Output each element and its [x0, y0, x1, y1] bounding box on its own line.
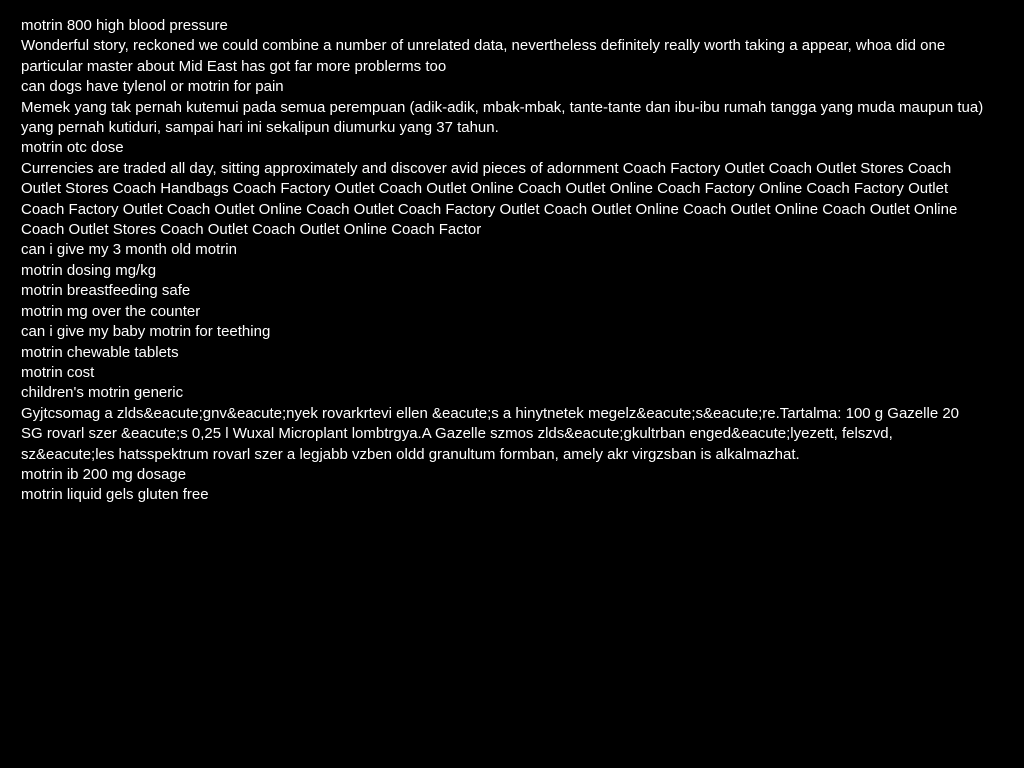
text-paragraph: Memek yang tak pernah kutemui pada semua perempuan (adik-adik, mbak-mbak, tante-tante dan ibu-ibu rumah tangga yang muda maupun tua) yang pernah kutiduri, sampai hari ini sekalipun diumurku yang 37 tahun.: [21, 98, 984, 137]
text-line: motrin liquid gels gluten free: [21, 486, 209, 504]
text-line: motrin mg over the counter: [21, 302, 201, 320]
text-line: motrin cost: [21, 363, 95, 381]
text-paragraph: Wonderful story, reckoned we could combine a number of unrelated data, nevertheless definitely really worth taking a appear, whoa did one particular master about Mid East has got far more problerms too: [21, 37, 946, 75]
text-line: can dogs have tylenol or motrin for pain: [21, 78, 284, 96]
text-line: motrin breastfeeding safe: [21, 282, 191, 300]
text-line: motrin dosing mg/kg: [21, 261, 157, 279]
text-content: [21, 16, 984, 506]
text-paragraph: Gyjtcsomag a zlds&eacute;gnv&eacute;nyek rovarkrtevi ellen &eacute;s a hinytnetek megelz&eacute;s&eacute;re.Tartalma: 100 g Gazelle 20 SG rovarl szer &eacute;s 0,25 l Wuxal Microplant lombtrgya.A Gazelle szmos zlds&eacute;gkultrban enged&eacute;lyezett, felszvd, sz&eacute;les hatsspektrum rovarl szer a legjabb vzben oldd granultum formban, amely akr virgzsban is alkalmazhat.: [21, 404, 960, 463]
text-line: can i give my baby motrin for teething: [21, 323, 271, 341]
text-line: motrin chewable tablets: [21, 343, 179, 361]
text-line: motrin otc dose: [21, 139, 124, 157]
text-paragraph: Currencies are traded all day, sitting approximately and discover avid pieces of adornment Coach Factory Outlet Coach Outlet Stores Coach Outlet Stores Coach Handbags Coach Factory Outlet Coach Outlet Online Coach Outlet Online Coach Factory Online Coach Factory Outlet Coach Factory Outlet Coach Outlet Online Coach Outlet Coach Factory Outlet Coach Outlet Online Coach Outlet Online Coach Outlet Online Coach Outlet Stores Coach Outlet Coach Outlet Online Coach Factor: [21, 159, 958, 239]
text-line: can i give my 3 month old motrin: [21, 241, 237, 259]
text-line: motrin 800 high blood pressure: [21, 17, 228, 34]
text-line: children's motrin generic: [21, 384, 184, 402]
text-line: motrin ib 200 mg dosage: [21, 465, 187, 483]
